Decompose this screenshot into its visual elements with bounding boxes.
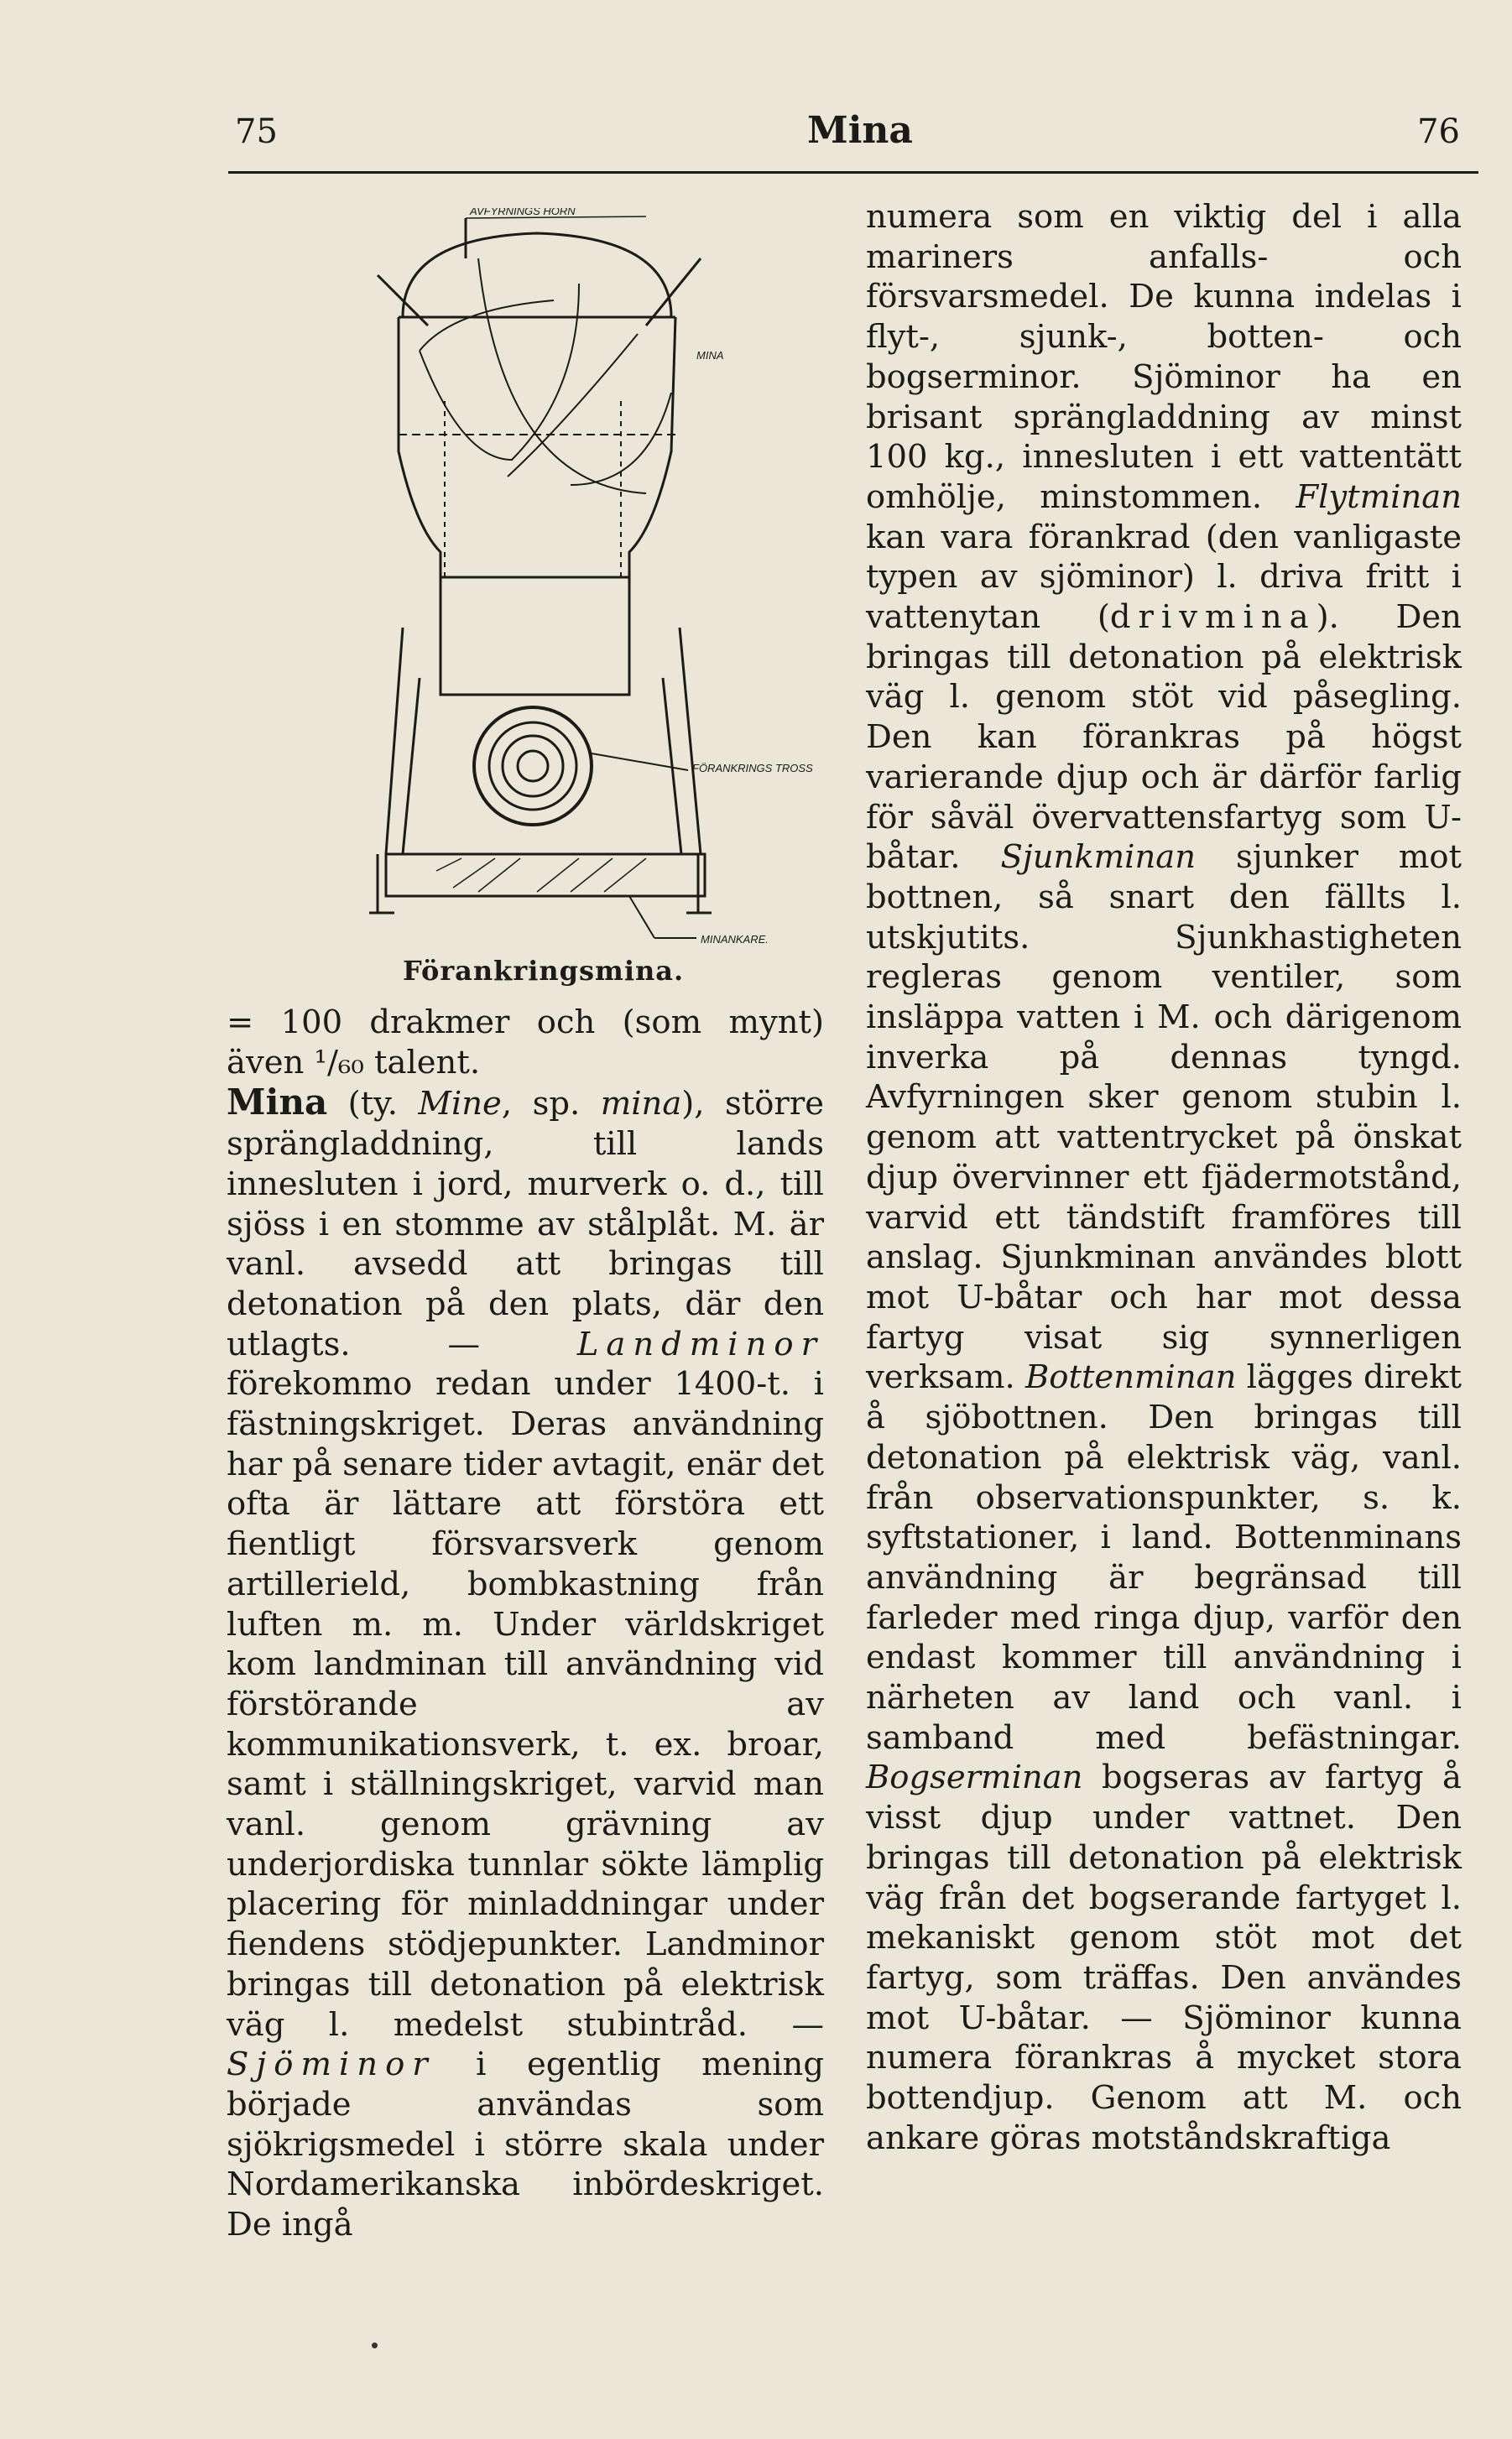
label-horn: AVFYRNINGS HORN xyxy=(470,208,576,217)
figure-caption: Förankringsmina. xyxy=(403,955,685,987)
running-title: Mina xyxy=(807,109,913,152)
term-drivmina: drivmina xyxy=(1109,598,1316,637)
page-header xyxy=(228,109,1477,159)
headword: Mina xyxy=(227,1081,328,1123)
page-number-right: 76 xyxy=(1417,112,1460,151)
page-number-left: 75 xyxy=(235,112,278,151)
label-rope: FÖRANKRINGS TROSS xyxy=(692,762,813,774)
mine-illustration xyxy=(369,208,839,955)
header-rule xyxy=(228,171,1478,174)
label-mina: MINA xyxy=(696,349,724,362)
right-column xyxy=(866,197,1462,2158)
term-bottenminan: Bottenminan xyxy=(1025,1358,1237,1397)
left-column xyxy=(227,1003,824,2245)
term-sjunkminan: Sjunkminan xyxy=(1000,838,1197,877)
term-sjominor: Sjöminor xyxy=(227,2046,435,2084)
print-speck xyxy=(372,2343,378,2348)
intro-text: = 100 drakmer och (som mynt) även ¹/₆₀ talent. xyxy=(227,1003,824,1081)
entry-mina: Mina (ty. Mine, sp. mina), större sprängladdning, till lands innesluten i jord, murverk o. d., till sjöss i en stomme av stålplåt. M. är vanl. avsedd att bringas till detonation på den plats, där den utlagts. — Landminor förekommo redan under 1400-t. i fästningskriget. Deras användning har på senare tider avtagit, enär det ofta är lättare att förstöra ett fientligt försvarsverk genom artillerield, bombkastning från luften m. m. Under världskriget kom landminan till användning vid förstörande av kommunikationsverk, t. ex. broar, samt i ställningskriget, varvid man vanl. genom grävning av underjordiska tunnlar sökte lämplig placering för minladdningar under fiendens stödjepunkter. Landminor bringas till detonation på elektrisk väg l. medelst stubintråd. — Sjöminor i egentlig mening började användas som sjökrigsmedel i större skala under Nordamerikanska inbördeskriget. De ingå xyxy=(227,1081,825,2244)
label-anchor: MINANKARE. xyxy=(701,933,769,946)
term-flytminan: Flytminan xyxy=(1296,477,1462,516)
term-bogserminan: Bogserminan xyxy=(866,1759,1083,1797)
term-landminor: Landminor xyxy=(576,1325,824,1363)
right-column-text: numera som en viktig del i alla mariners anfalls- och försvarsmedel. De kunna indelas i flyt-, sjunk-, botten- och bogserminor. Sjöminor ha en brisant sprängladdning av minst 100 kg., innesluten i ett vattentätt omhölje, minstommen. Flytminan kan vara förankrad (den vanligaste typen av sjöminor) l. driva fritt i vattenytan (drivmina). Den bringas till detonation på elektrisk väg l. genom stöt vid påsegling. Den kan förankras på högst varierande djup och är därför farlig för såväl övervattensfartyg som U-båtar. Sjunkminan sjunker mot bottnen, så snart den fällts l. utskjutits. Sjunkhastigheten regleras genom ventiler, som insläppa vatten i M. och därigenom inverka på dennas tyngd. Avfyrningen sker genom stubin l. genom att vattentrycket på önskat djup övervinner ett fjädermotstånd, varvid ett tändstift framföres till anslag. Sjunkminan användes blott mot U-båtar och har mot dessa fartyg visat sig synnerligen verksam. Bottenminan lägges direkt å sjöbottnen. Den bringas till detonation på elektrisk väg, vanl. från observationspunkter, s. k. syftstationer, i land. Bottenminans användning är begränsad till farleder med ringa djup, varför den endast kommer till användning i närheten av land och vanl. i samband med befästningar. Bogserminan bogseras av fartyg å visst djup under vattnet. Den bringas till detonation på elektrisk väg från det bogserande fartyget l. mekaniskt genom stöt mot det fartyg, som träffas. Den användes mot U-båtar. — Sjöminor kunna numera förankras å mycket stora bottendjup. Genom att M. och ankare göras motståndskraftiga xyxy=(866,198,1462,2157)
mine-drawing xyxy=(369,208,839,955)
